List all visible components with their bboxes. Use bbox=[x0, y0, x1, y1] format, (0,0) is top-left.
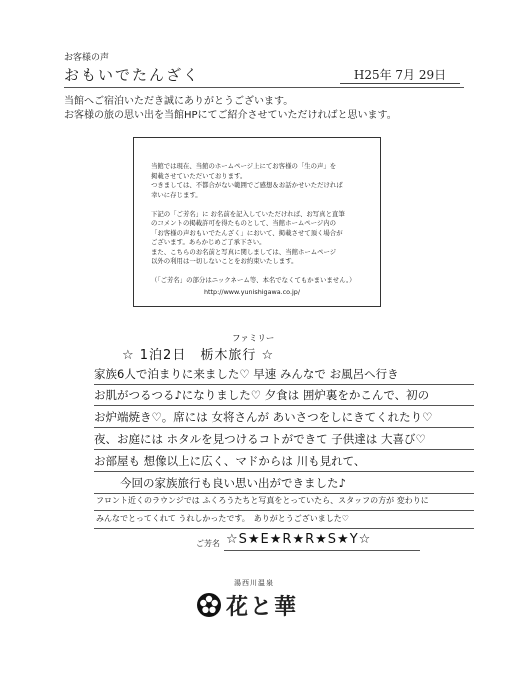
writing-line bbox=[94, 471, 474, 472]
date-field: H25年 7月 29日 bbox=[340, 66, 460, 84]
document-title: おもいでたんざく bbox=[64, 66, 201, 84]
notice-line: 掲載させていただいております。 bbox=[151, 171, 247, 180]
signature-label: ご芳名 bbox=[196, 539, 220, 548]
message-line: お肌がつるつる♪になりました♡ 夕食は 囲炉裏をかこんで、初の bbox=[94, 388, 430, 402]
message-small-line: フロント近くのラウンジでは ふくろうたちと写真をとっていたら、スタッフの方が 変わりに bbox=[96, 496, 429, 505]
notice-line: ございます。あらかじめご了承下さい。 bbox=[151, 238, 266, 246]
intro-line: 当館へご宿泊いただき誠にありがとうございます。 bbox=[64, 96, 294, 107]
header-divider bbox=[64, 87, 464, 88]
notice-url: http://www.yunishigawa.co.jp/ bbox=[204, 288, 300, 296]
writing-line bbox=[94, 405, 474, 406]
notice-line bbox=[151, 200, 380, 210]
message-line: 家族6人で泊まりに来ました♡ 早速 みんなで お風呂へ行き bbox=[94, 367, 399, 381]
notice-line: 下記の「ご芳名」に お名前を記入していただければ、お写真と直筆 bbox=[151, 209, 345, 218]
writing-line bbox=[94, 493, 474, 494]
notice-line: 「お客様の声おもいでたんざく」において、掲載させて頂く場合が bbox=[151, 228, 343, 237]
notice-line: 当館では現在、当館のホームページ上にてお客様の「生の声」を bbox=[151, 162, 337, 170]
notice-box bbox=[133, 137, 381, 307]
notice-line: つきましては、不都合がない範囲でご感想＆お話かせいただければ bbox=[151, 181, 343, 189]
message-heading: ☆ 1泊2日 栃木旅行 ☆ bbox=[122, 348, 275, 363]
flower-logo-icon bbox=[196, 592, 222, 618]
logo-name: 花と華 bbox=[226, 594, 299, 620]
message-line: 夜、お庭には ホタルを見つけるコトができて 子供達は 大喜び♡ bbox=[94, 432, 426, 446]
signature-line bbox=[224, 550, 420, 551]
logo-subtitle: 湯西川温泉 bbox=[234, 579, 274, 587]
notice-text bbox=[134, 138, 380, 286]
writing-line bbox=[94, 427, 474, 428]
notice-line: （「ご芳名」の部分はニックネーム等、本名でなくてもかまいません。） bbox=[151, 276, 356, 284]
message-line: お部屋も 想像以上に広く、マドからは 川も見れて、 bbox=[94, 454, 366, 468]
intro-text bbox=[64, 95, 397, 123]
message-line: 今回の家族旅行も良い思い出ができました♪ bbox=[120, 476, 346, 490]
writing-line bbox=[94, 510, 474, 511]
notice-line: 幸いに存じます。 bbox=[151, 190, 202, 199]
writing-line bbox=[94, 384, 474, 385]
notice-line: また、こちらのお名前と写真に関しましては、当館ホームページ bbox=[151, 247, 337, 256]
writing-line bbox=[94, 449, 474, 450]
header-label: お客様の声 bbox=[64, 53, 110, 63]
notice-line bbox=[151, 267, 380, 277]
writing-line bbox=[94, 528, 474, 529]
intro-line: お客様の旅の思い出を当館HPにてご紹介させていただければと思います。 bbox=[64, 110, 397, 121]
message-line: お炉端焼き♡。席には 女将さんが あいさつをしにきてくれたり♡ bbox=[94, 410, 433, 424]
heading-ruby: ファミリー bbox=[232, 334, 275, 344]
notice-line: 以外の利用は一切しないことをお約束いたします。 bbox=[151, 257, 298, 265]
notice-line: のコメントの掲載許可を得たものとして、当館ホームページ内の bbox=[151, 219, 337, 227]
message-small-line: みんなでとってくれて うれしかったです。 ありがとうございました♡ bbox=[96, 514, 349, 523]
signature-name: ☆S★E★R★R★S★Y☆ bbox=[226, 532, 372, 547]
